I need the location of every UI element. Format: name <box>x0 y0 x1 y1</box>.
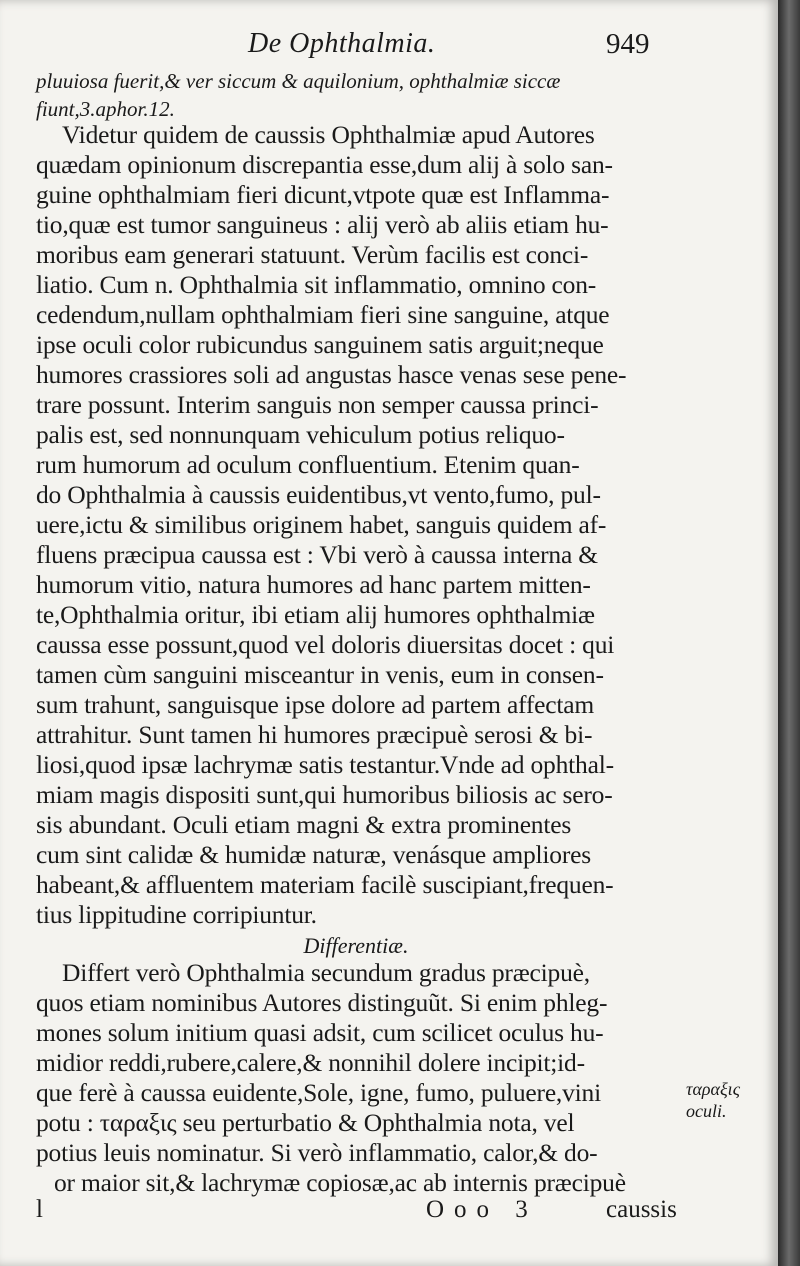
text-line: quos etiam nominibus Autores distinguũt. Si enim phleg- <box>36 988 608 1017</box>
text-line: fiunt,3.aphor.12. <box>36 97 175 121</box>
text-line: que ferè à caussa euidente,Sole, igne, fumo, puluere,vini <box>36 1078 601 1107</box>
text-line: or maior sit,& lachrymæ copiosæ,ac ab internis præcipuè <box>54 1168 626 1197</box>
text-line: humores crassiores soli ad angustas hasce venas sese pene- <box>36 360 627 389</box>
text-line: liatio. Cum n. Ophthalmia sit inflammatio, omnino con- <box>36 270 597 299</box>
text-line: tius lippitudine corripiuntur. <box>36 900 317 929</box>
text-line: do Ophthalmia à caussis euidentibus,vt vento,fumo, pul- <box>36 480 601 509</box>
text-line: humorum vitio, natura humores ad hanc partem mitten- <box>36 570 591 599</box>
text-line: potius leuis nominatur. Si verò inflammatio, calor,& do- <box>36 1138 598 1167</box>
text-line: mones solum initium quasi adsit, cum scilicet oculus hu- <box>36 1018 604 1047</box>
page-number: 949 <box>606 28 650 60</box>
page-footer <box>0 1196 778 1232</box>
text-line: attrahitur. Sunt tamen hi humores præcipuè serosi & bi- <box>36 720 593 749</box>
text-line: te,Ophthalmia oritur, ibi etiam alij humores ophthalmiæ <box>36 600 595 629</box>
text-line: miam magis dispositi sunt,qui humoribus biliosis ac sero- <box>36 780 613 809</box>
text-line: sum trahunt, sanguisque ipse dolore ad partem affectam <box>36 690 595 719</box>
text-line: guine ophthalmiam fieri dicunt,vtpote quæ est Inflamma- <box>36 180 610 209</box>
section-heading: Differentiæ. <box>303 933 409 958</box>
text-line: potu : ταραξις seu perturbatio & Ophthalmia nota, vel <box>36 1108 575 1137</box>
text-line: cum sint calidæ & humidæ naturæ, venásque ampliores <box>36 840 591 869</box>
text-line: trare possunt. Interim sanguis non semper caussa princi- <box>36 390 599 419</box>
text-line: pluuiosa fuerit,& ver siccum & aquilonium, ophthalmiæ siccæ <box>36 69 561 93</box>
text-line: habeant,& affluentem materiam facilè suscipiant,frequen- <box>36 870 614 899</box>
text-line: Differt verò Ophthalmia secundum gradus præcipuè, <box>62 958 590 987</box>
page-edge-shadow <box>778 0 800 1266</box>
margin-note-line: oculi. <box>686 1101 727 1121</box>
text-line: fluens præcipua caussa est : Vbi verò à caussa interna & <box>36 540 598 569</box>
margin-note <box>686 1078 776 1122</box>
text-line: Videtur quidem de caussis Ophthalmiæ apud Autores <box>62 120 595 149</box>
signature-mark: Ooo 3 <box>426 1196 538 1223</box>
text-line: tamen cùm sanguini misceantur in venis, eum in consen- <box>36 660 604 689</box>
text-line: quædam opinionum discrepantia esse,dum alij à solo san- <box>36 150 613 179</box>
running-head: De Ophthalmia. <box>248 28 436 59</box>
text-line: cedendum,nullam ophthalmiam fieri sine sanguine, atque <box>36 300 610 329</box>
text-line: tio,quæ est tumor sanguineus : alij verò ab aliis etiam hu- <box>36 210 609 239</box>
text-line: rum humorum ad oculum confluentium. Etenim quan- <box>36 450 580 479</box>
text-line: caussa esse possunt,quod vel doloris diuersitas docet : qui <box>36 630 615 659</box>
text-line: uere,ictu & similibus originem habet, sanguis quidem af- <box>36 510 607 539</box>
text-line: ipse oculi color rubicundus sanguinem satis arguit;neque <box>36 330 604 359</box>
text-line: midior reddi,rubere,calere,& nonnihil dolere incipit;id- <box>36 1048 585 1077</box>
text-line: palis est, sed nonnunquam vehiculum potius reliquo- <box>36 420 565 449</box>
text-line: sis abundant. Oculi etiam magni & extra prominentes <box>36 810 572 839</box>
text-line: liosi,quod ipsæ lachrymæ satis testantur.Vnde ad ophthal- <box>36 750 614 779</box>
margin-note-line: ταραξις <box>686 1079 740 1099</box>
page-header <box>0 28 778 68</box>
text-line: moribus eam generari statuunt. Verùm facilis est conci- <box>36 240 589 269</box>
signature-mark: l <box>36 1196 43 1223</box>
catchword: caussis <box>606 1196 677 1223</box>
